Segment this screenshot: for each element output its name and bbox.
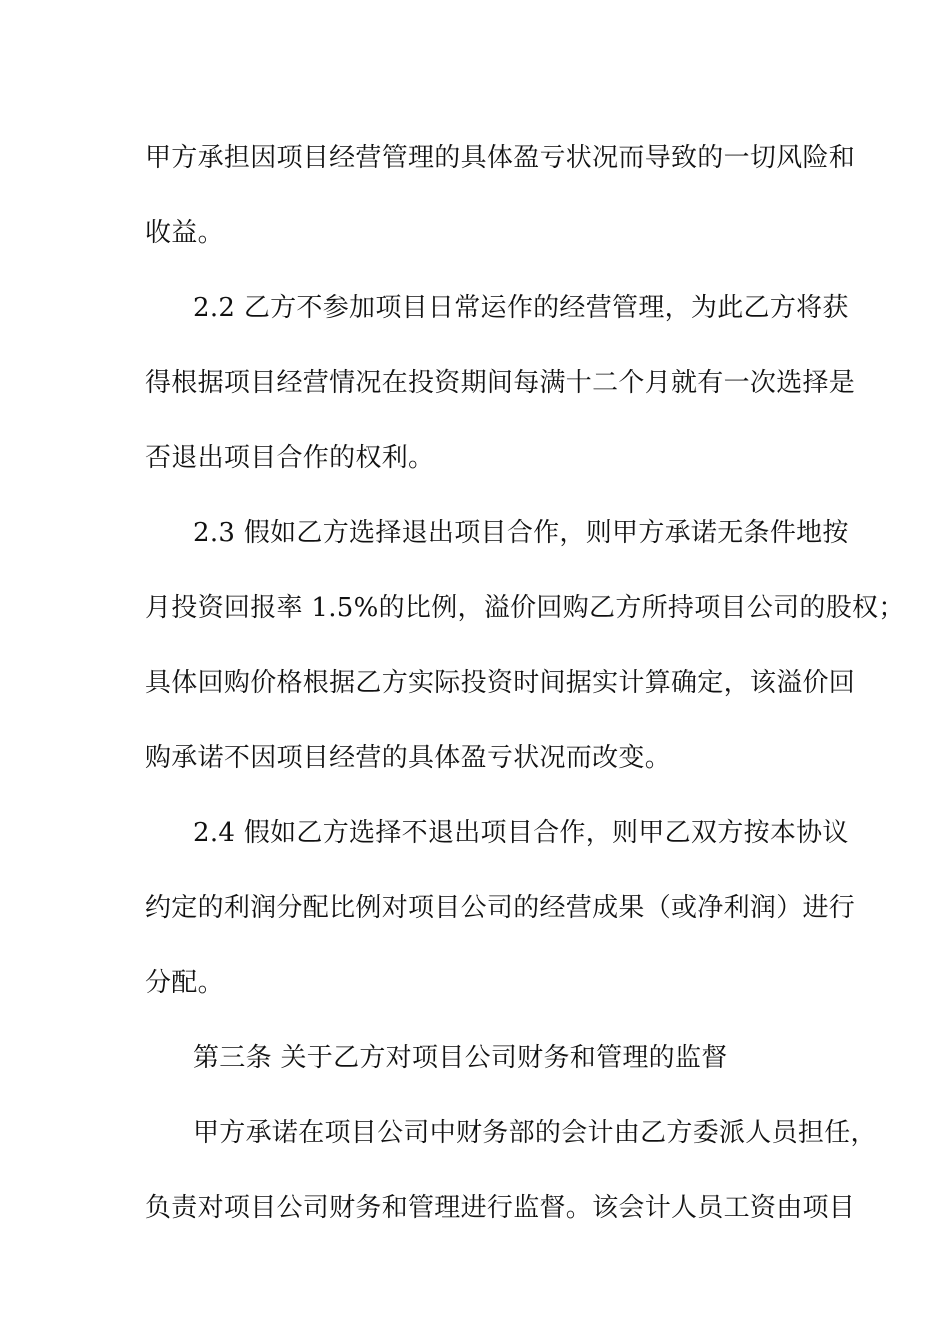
paragraph-line: 收益。 (145, 218, 224, 248)
article-3-heading: 第三条 关于乙方对项目公司财务和管理的监督 (193, 1043, 728, 1073)
clause-2-2-line: 2.2 乙方不参加项目日常运作的经营管理，为此乙方将获 (193, 293, 849, 323)
paragraph-line: 分配。 (145, 968, 224, 998)
paragraph-line: 月投资回报率 1.5%的比例，溢价回购乙方所持项目公司的股权； (145, 593, 905, 623)
paragraph-line: 甲方承担因项目经营管理的具体盈亏状况而导致的一切风险和 (145, 143, 856, 173)
clause-2-4-line: 2.4 假如乙方选择不退出项目合作，则甲乙双方按本协议 (193, 818, 849, 848)
paragraph-line: 否退出项目合作的权利。 (145, 443, 435, 473)
paragraph-line: 甲方承诺在项目公司中财务部的会计由乙方委派人员担任， (193, 1118, 877, 1148)
document-body (145, 128, 905, 1253)
paragraph-line: 购承诺不因项目经营的具体盈亏状况而改变。 (145, 743, 672, 773)
paragraph-line: 约定的利润分配比例对项目公司的经营成果（或净利润）进行 (145, 893, 856, 923)
paragraph-line: 得根据项目经营情况在投资期间每满十二个月就有一次选择是 (145, 368, 856, 398)
paragraph-line: 具体回购价格根据乙方实际投资时间据实计算确定，该溢价回 (145, 668, 856, 698)
paragraph-line: 负责对项目公司财务和管理进行监督。该会计人员工资由项目 (145, 1193, 856, 1223)
clause-2-3-line: 2.3 假如乙方选择退出项目合作，则甲方承诺无条件地按 (193, 518, 849, 548)
